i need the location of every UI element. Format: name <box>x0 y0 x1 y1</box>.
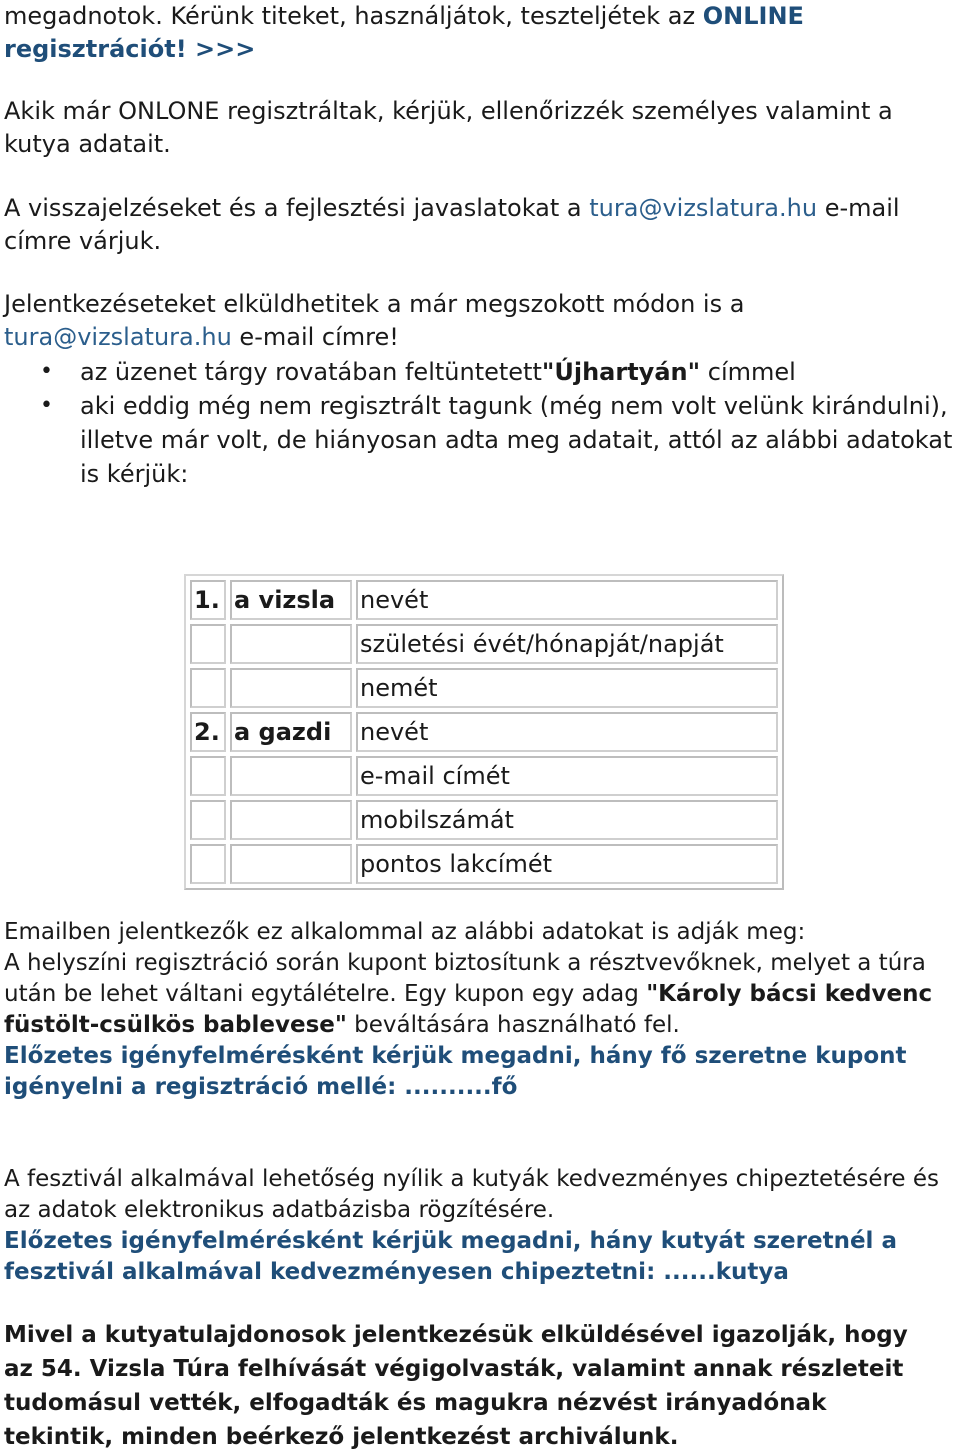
row-value: nevét <box>356 580 778 620</box>
table-row <box>190 712 778 752</box>
row-value: mobilszámát <box>356 800 778 840</box>
row-label <box>230 756 352 796</box>
table-row <box>190 668 778 708</box>
chip-text: A fesztivál alkalmával lehetőség nyílik a kutyák kedvezményes chipeztetésére és az adatok elektronikus adatbázisba rögzítésére. <box>4 1166 940 1223</box>
chip-section <box>4 1164 950 1288</box>
coupon-suffix: beváltására használható fel. <box>346 1012 680 1038</box>
row-number <box>190 756 226 796</box>
bullet-icon: • <box>40 393 53 418</box>
table-row <box>190 580 778 620</box>
coupon-text <box>4 948 960 1041</box>
apply-text: Jelentkezéseteket elküldhetitek a már megszokott módon is a <box>4 290 745 318</box>
row-number <box>190 800 226 840</box>
required-data-table <box>184 574 784 890</box>
online-check-paragraph: Akik már ONLONE regisztráltak, kérjük, ellenőrizzék személyes valamint a kutya adatait. <box>4 97 893 158</box>
list-item <box>0 389 954 491</box>
list-item <box>0 355 954 389</box>
feedback-suffix: e-mail címre várjuk. <box>4 194 900 255</box>
row-number: 2. <box>190 712 226 752</box>
email-link[interactable]: tura@vizslatura.hu <box>589 194 818 222</box>
row-value: nevét <box>356 712 778 752</box>
intro-paragraph <box>4 0 956 66</box>
requirements-list <box>0 355 954 491</box>
apply-suffix: e-mail címre! <box>231 323 399 351</box>
bullet-text: az üzenet tárgy rovatában feltüntetett <box>80 358 542 386</box>
subject-keyword: "Újhartyán" <box>541 358 701 386</box>
row-number <box>190 844 226 884</box>
row-label <box>230 800 352 840</box>
row-value: születési évét/hónapját/napját <box>356 624 778 664</box>
bullet-icon: • <box>40 359 53 384</box>
table-row <box>190 800 778 840</box>
apply-paragraph <box>4 288 780 354</box>
row-value: nemét <box>356 668 778 708</box>
feedback-paragraph <box>4 192 956 258</box>
soup-name: "Károly bácsi kedvenc füstölt-csülkös bablevese" <box>4 981 933 1038</box>
row-value: e-mail címét <box>356 756 778 796</box>
table-row <box>190 844 778 884</box>
closing-paragraph: Mivel a kutyatulajdonosok jelentkezésük elküldésével igazolják, hogy az 54. Vizsla Túra felhívását végigolvasták, valamint annak részleteit tudomásul vették, elfogadták és magukra nézvést irányadónak tekintik, minden beérkező jelentkezést archiválunk. <box>4 1322 908 1450</box>
coupon-intro: Emailben jelentkezők ez alkalommal az alábbi adatokat is adják meg: <box>4 919 806 945</box>
row-label: a gazdi <box>230 712 352 752</box>
chip-request: Előzetes igényfelmérésként kérjük megadni, hány kutyát szeretnél a fesztivál alkalmával kedvezményesen chipeztetni: ......kutya <box>4 1228 897 1285</box>
row-label <box>230 844 352 884</box>
coupon-request: Előzetes igényfelmérésként kérjük megadni, hány fő szeretne kupont igényelni a regisztráció mellé: ..........fő <box>4 1043 907 1100</box>
row-label: a vizsla <box>230 580 352 620</box>
table-row <box>190 756 778 796</box>
row-value: pontos lakcímét <box>356 844 778 884</box>
row-label <box>230 668 352 708</box>
row-number: 1. <box>190 580 226 620</box>
intro-text: megadnotok. Kérünk titeket, használjátok, teszteljétek az <box>4 2 703 30</box>
table-row <box>190 624 778 664</box>
row-number <box>190 624 226 664</box>
online-registration-link[interactable]: ONLINE regisztrációt! >>> <box>4 2 804 63</box>
bullet-text: aki eddig még nem regisztrált tagunk (még nem volt velünk kirándulni), illetve már volt, de hiányosan adta meg adatait, attól az alábbi adatokat is kérjük: <box>80 392 953 488</box>
coupon-section <box>4 917 960 1103</box>
bullet-suffix: címmel <box>700 358 796 386</box>
email-link-2[interactable]: tura@vizslatura.hu <box>4 323 232 351</box>
coupon-description: A helyszíni regisztráció során kupont biztosítunk a résztvevőknek, melyet a túra után be lehet váltani egytálételre. Egy kupon egy adag <box>4 950 926 1007</box>
row-number <box>190 668 226 708</box>
feedback-text: A visszajelzéseket és a fejlesztési javaslatokat a <box>4 194 590 222</box>
row-label <box>230 624 352 664</box>
